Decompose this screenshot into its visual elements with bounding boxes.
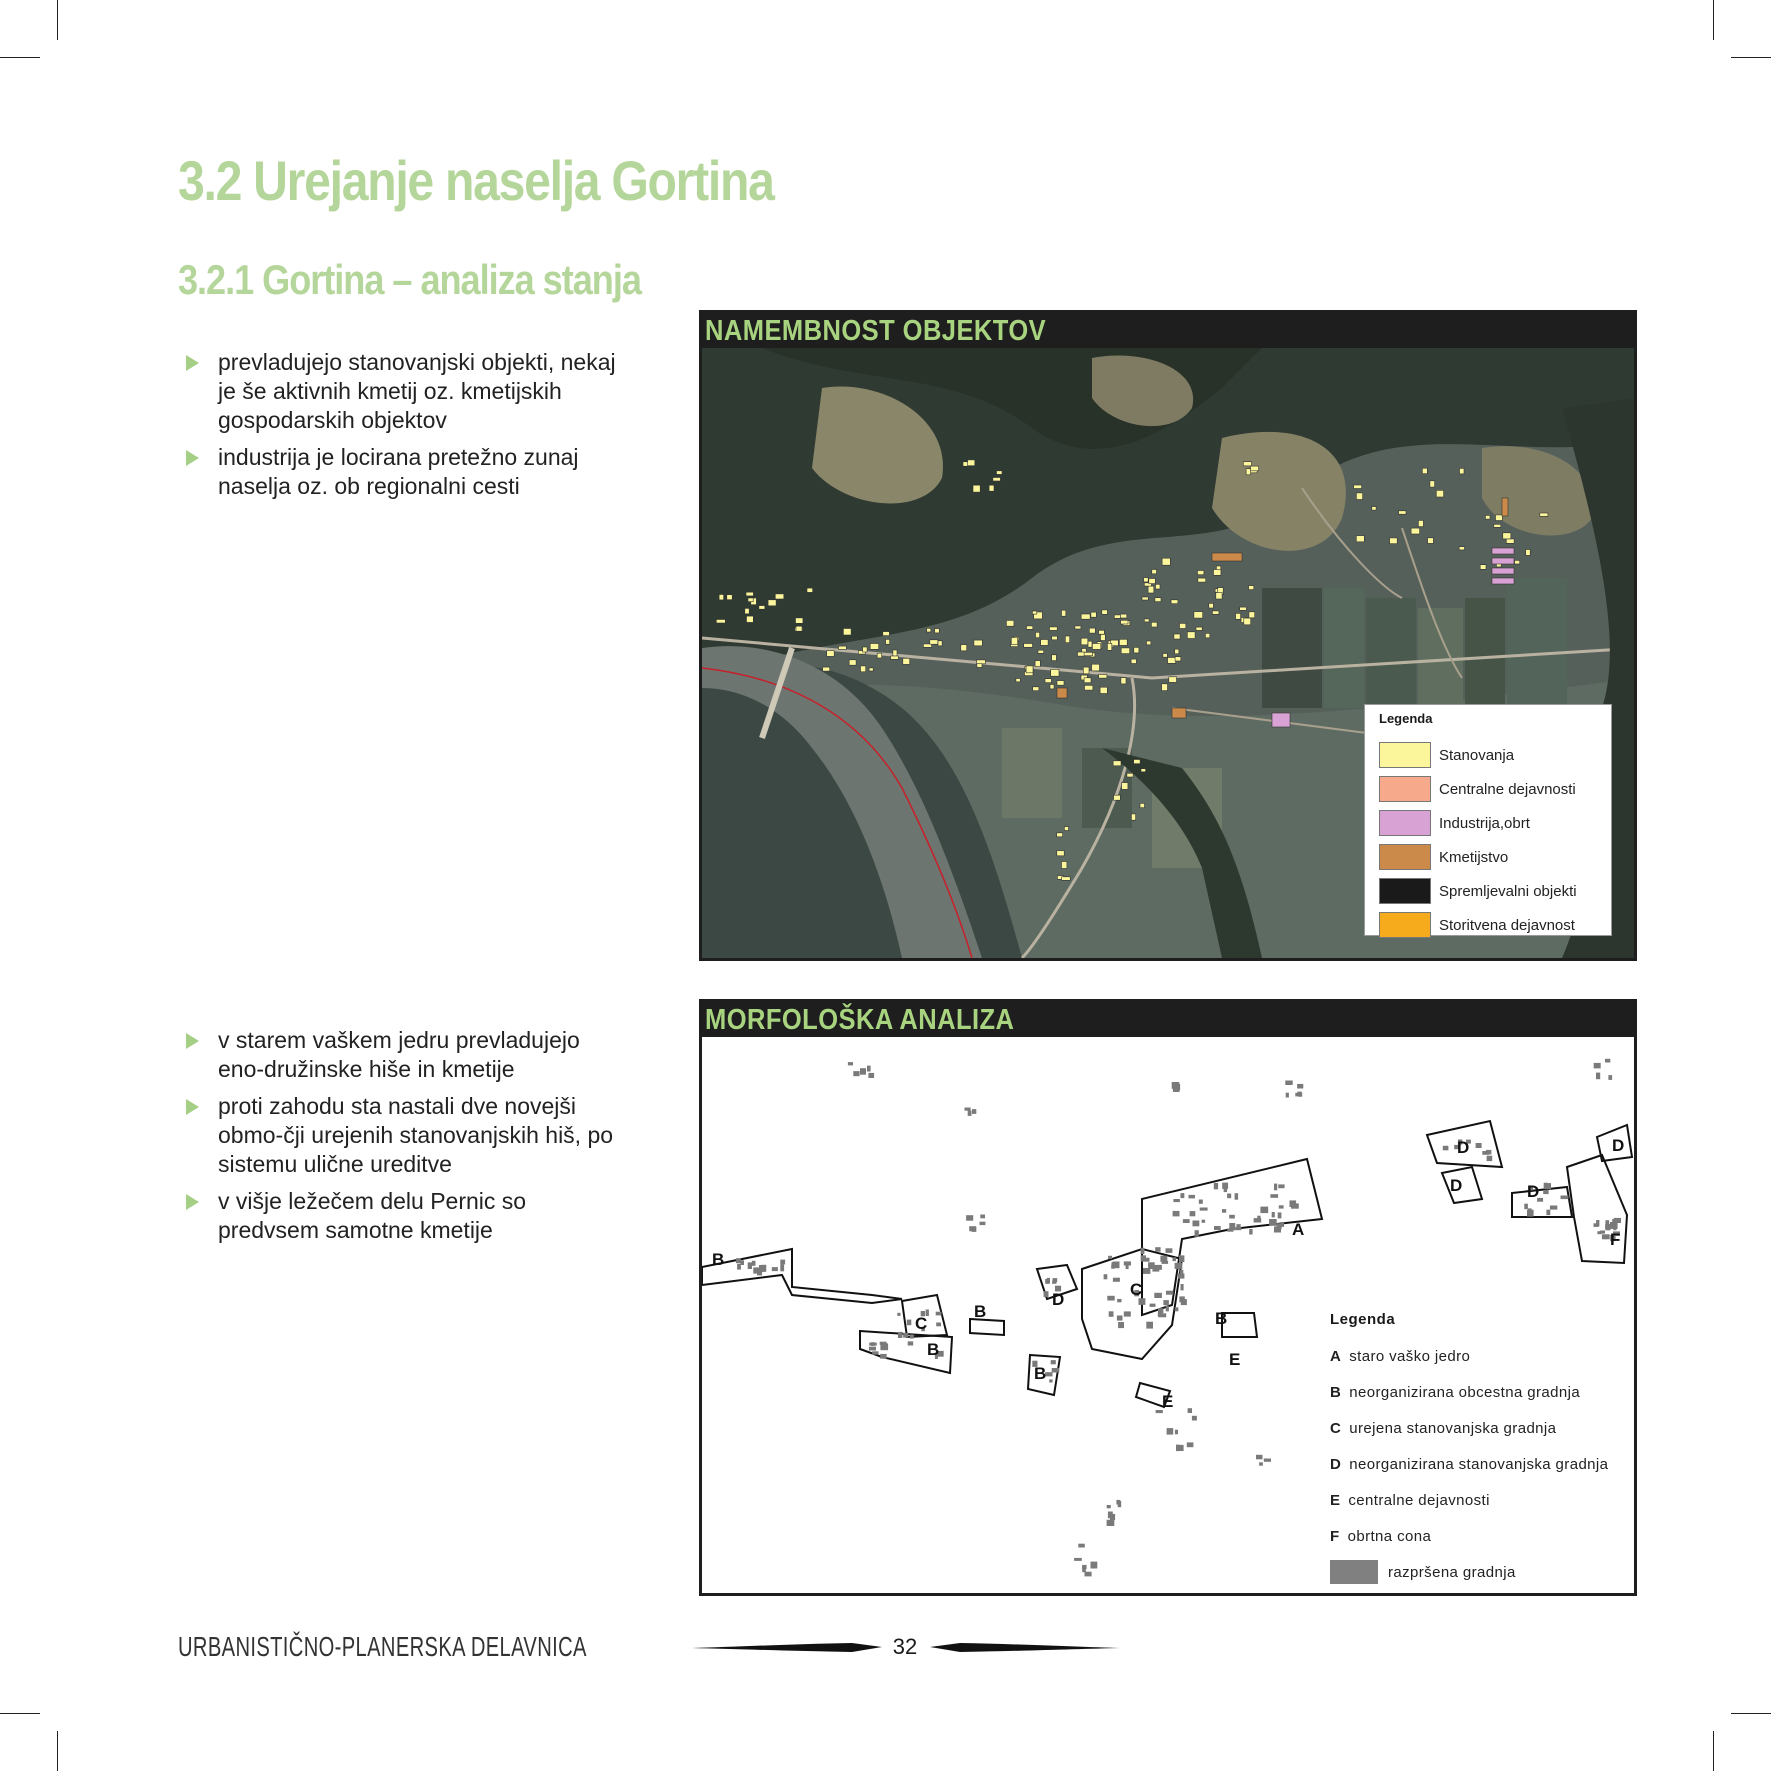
legend-entry: Kmetijstvo: [1379, 840, 1611, 874]
legend-entry: Centralne dejavnosti: [1379, 772, 1611, 806]
footer-brush-left: [692, 1641, 882, 1655]
aerial-map: [699, 348, 1637, 961]
zone-letter: C: [915, 1314, 928, 1333]
zone-letter: D: [1450, 1176, 1463, 1195]
legend-swatch: [1379, 878, 1431, 904]
zone-letter: E: [1162, 1392, 1174, 1411]
panel-title: MORFOLOŠKA ANALIZA: [699, 999, 1637, 1037]
legend-entry: C urejena stanovanjska gradnja: [1330, 1419, 1557, 1437]
legend-entry: D neorganizirana stanovanjska gradnja: [1330, 1455, 1609, 1473]
bullet-item: v višje ležečem delu Pernic so predvsem samotne kmetije: [180, 1187, 620, 1245]
zone-letter: F: [1610, 1230, 1621, 1249]
footer-brush-right: [930, 1641, 1120, 1655]
legend-title: Legenda: [1379, 711, 1433, 726]
zone-letter: D: [1457, 1138, 1470, 1157]
legend-entry: Storitvena dejavnost: [1379, 908, 1611, 942]
zone-letter: D: [1052, 1290, 1065, 1309]
zone-letter: D: [1527, 1182, 1540, 1201]
bullet-triangle-icon: [186, 1099, 199, 1115]
bullet-item: proti zahodu sta nastali dve novejši obmo-čji urejenih stanovanjskih hiš, po sistemu ulične ureditve: [180, 1092, 620, 1179]
zone-letter: B: [712, 1250, 725, 1269]
page-heading: 3.2 Urejanje naselja Gortina: [178, 149, 774, 212]
legend-swatch: [1379, 912, 1431, 938]
legend-entry: A staro vaško jedro: [1330, 1347, 1471, 1365]
legend-entry: E centralne dejavnosti: [1330, 1491, 1490, 1509]
zone-letter: B: [1215, 1309, 1228, 1328]
bullet-triangle-icon: [186, 1033, 199, 1049]
morphology-map: [699, 1037, 1637, 1596]
zone-letter: B: [974, 1302, 987, 1321]
legend-title: Legenda: [1330, 1311, 1396, 1328]
legend-swatch: [1379, 810, 1431, 836]
zone-letter: B: [1034, 1364, 1047, 1383]
section-heading: 3.2.1 Gortina – analiza stanja: [178, 256, 641, 303]
bullet-item: industrija je locirana pretežno zunaj naselja oz. ob regionalni cesti: [180, 443, 620, 501]
bullet-item: v starem vaškem jedru prevladujejo eno-družinske hiše in kmetije: [180, 1026, 620, 1084]
legend-entry: razpršena gradnja: [1330, 1554, 1630, 1590]
legend-entry: F obrtna cona: [1330, 1527, 1432, 1545]
legend-entry: Spremljevalni objekti: [1379, 874, 1611, 908]
zone-letter: C: [1130, 1280, 1143, 1299]
bullet-list-bottom: [180, 1026, 620, 1253]
morphology-legend: [1330, 1311, 1630, 1590]
page-number: 32: [892, 1634, 918, 1659]
zone-letter: A: [1292, 1220, 1305, 1239]
zone-letter: D: [1612, 1136, 1625, 1155]
legend-entry: Stanovanja: [1379, 738, 1611, 772]
zone-letter: E: [1229, 1350, 1241, 1369]
legend-swatch: [1330, 1560, 1378, 1584]
morphology-map-panel: [699, 999, 1637, 1596]
land-use-map-panel: [699, 310, 1637, 961]
bullet-list-top: [180, 348, 620, 509]
bullet-item: prevladujejo stanovanjski objekti, nekaj je še aktivnih kmetij oz. kmetijskih gospodarskih objektov: [180, 348, 620, 435]
land-use-legend: [1364, 704, 1612, 936]
legend-entry: Industrija,obrt: [1379, 806, 1611, 840]
bullet-triangle-icon: [186, 355, 199, 371]
legend-entry: B neorganizirana obcestna gradnja: [1330, 1383, 1581, 1401]
bullet-triangle-icon: [186, 1194, 199, 1210]
legend-swatch: [1379, 776, 1431, 802]
bullet-triangle-icon: [186, 450, 199, 466]
legend-swatch: [1379, 742, 1431, 768]
panel-title: NAMEMBNOST OBJEKTOV: [699, 310, 1637, 348]
zone-letter: B: [927, 1340, 940, 1359]
footer-title: URBANISTIČNO-PLANERSKA DELAVNICA: [178, 1631, 587, 1662]
legend-swatch: [1379, 844, 1431, 870]
